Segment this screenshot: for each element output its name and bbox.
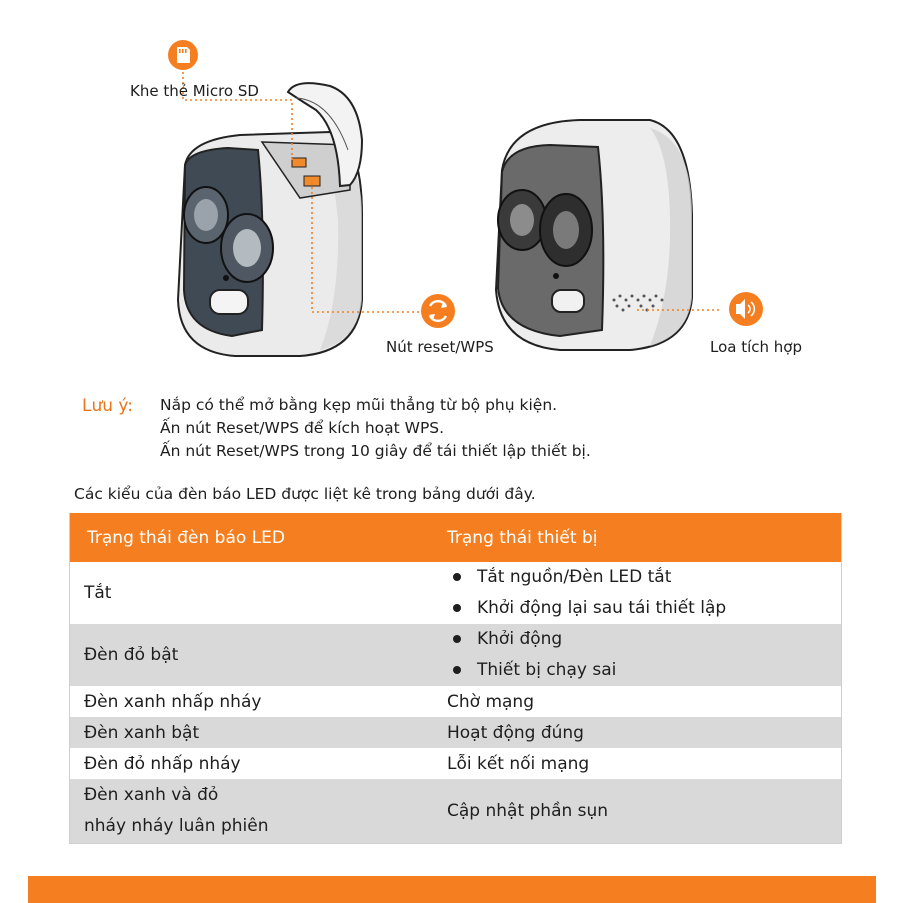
led-state-cell: Đèn đỏ nhấp nháy xyxy=(84,753,241,774)
table-header-row xyxy=(70,513,842,562)
camera-open-lid xyxy=(178,83,362,356)
footer-bar xyxy=(28,876,876,903)
header-led-state: Trạng thái đèn báo LED xyxy=(70,513,448,562)
device-state-cell: Lỗi kết nối mạng xyxy=(447,753,590,774)
note-line-1: Nắp có thể mở bằng kẹp mũi thẳng từ bộ phụ kiện. xyxy=(160,396,558,414)
camera-closed xyxy=(496,120,692,350)
led-state-cell: Đèn xanh bật xyxy=(70,717,448,748)
device-state-cell: Cập nhật phần sụn xyxy=(447,779,842,844)
note-line-2: Ấn nút Reset/WPS để kích hoạt WPS. xyxy=(160,419,445,437)
table-row xyxy=(70,748,842,779)
led-state-line: nháy nháy luân phiên xyxy=(84,816,269,836)
note-line-3: Ấn nút Reset/WPS trong 10 giây để tái thiết lập thiết bị. xyxy=(160,442,591,460)
device-state-cell: Chờ mạng xyxy=(447,691,534,712)
reset-button-label: Nút reset/WPS xyxy=(386,338,494,356)
note-title: Lưu ý: xyxy=(82,396,133,416)
table-row xyxy=(70,624,842,686)
device-state-cell xyxy=(447,624,842,686)
led-state-cell: Tắt xyxy=(84,583,112,603)
table-row xyxy=(70,686,842,717)
table-row xyxy=(70,717,842,748)
led-state-cell: Đèn đỏ bật xyxy=(70,624,448,686)
table-row xyxy=(70,779,842,844)
sd-card-icon xyxy=(177,47,190,63)
speaker-label: Loa tích hợp xyxy=(710,338,803,356)
table-intro: Các kiểu của đèn báo LED được liệt kê trong bảng dưới đây. xyxy=(74,485,536,503)
led-state-line: Đèn xanh và đỏ xyxy=(84,785,219,805)
table-row xyxy=(70,562,842,624)
header-device-state: Trạng thái thiết bị xyxy=(447,513,842,562)
sd-slot-label: Khe thẻ Micro SD xyxy=(130,82,259,100)
device-state-item: Khởi động lại sau tái thiết lập xyxy=(447,593,841,624)
device-state-item: Tắt nguồn/Đèn LED tắt xyxy=(447,562,841,593)
device-state-item: Thiết bị chạy sai xyxy=(447,655,841,686)
device-state-item: Khởi động xyxy=(447,624,841,655)
led-state-cell: Đèn xanh nhấp nháy xyxy=(84,691,262,712)
led-state-cell xyxy=(70,779,448,844)
led-status-table xyxy=(69,513,842,844)
device-state-cell xyxy=(447,562,842,624)
product-illustration xyxy=(0,0,903,370)
device-state-cell: Hoạt động đúng xyxy=(447,717,842,748)
